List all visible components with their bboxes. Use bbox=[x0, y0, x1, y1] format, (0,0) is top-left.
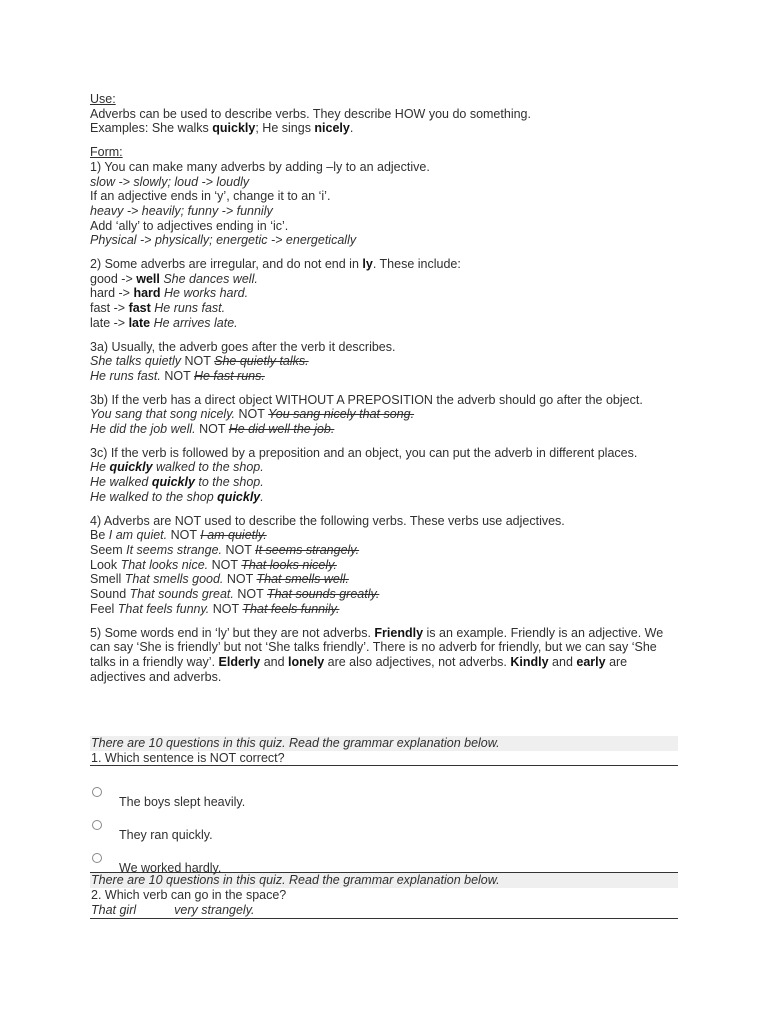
irregular-row: good -> well She dances well. bbox=[90, 271, 258, 286]
form-rule-1: 1) You can make many adverbs by adding –ly to an adjective. bbox=[90, 159, 430, 174]
rule-3c-intro: 3c) If the verb is followed by a preposition and an object, you can put the adverb in different places. bbox=[90, 445, 638, 460]
question-2-sentence: That girl very strangely. bbox=[90, 903, 678, 919]
rule-3a-intro: 3a) Usually, the adverb goes after the verb it describes. bbox=[90, 339, 396, 354]
question-1: 1. Which sentence is NOT correct? bbox=[90, 751, 678, 767]
rule-3b-intro: 3b) If the verb has a direct object WITHOUT A PREPOSITION the adverb should go after the object. bbox=[90, 392, 643, 407]
irregular-intro: 2) Some adverbs are irregular, and do not end in ly. These include: bbox=[90, 257, 461, 272]
linking-verb-row: Feel That feels funny. NOT That feels funnily. bbox=[90, 601, 340, 616]
quiz-header: There are 10 questions in this quiz. Read the grammar explanation below. bbox=[90, 736, 678, 751]
form-heading: Form: bbox=[90, 145, 123, 160]
rule-3c-example: He quickly walked to the shop. bbox=[90, 460, 264, 475]
form-rule-2: If an adjective ends in ‘y’, change it to an ‘i’. bbox=[90, 189, 331, 204]
answer-option[interactable] bbox=[90, 820, 678, 853]
quiz-header: There are 10 questions in this quiz. Read the grammar explanation below. bbox=[90, 872, 678, 888]
form-rule-3: Add ‘ally’ to adjectives ending in ‘ic’. bbox=[90, 218, 289, 233]
answer-option[interactable] bbox=[90, 787, 678, 820]
irregular-row: hard -> hard He works hard. bbox=[90, 286, 249, 301]
option-label: The boys slept heavily. bbox=[119, 795, 246, 810]
rule-4-intro: 4) Adverbs are NOT used to describe the following verbs. These verbs use adjectives. bbox=[90, 513, 565, 528]
form-example-1: slow -> slowly; loud -> loudly bbox=[90, 174, 250, 189]
option-label: They ran quickly. bbox=[119, 828, 213, 843]
radio-button[interactable] bbox=[92, 853, 102, 863]
rule-3b-example: He did the job well. NOT He did well the job. bbox=[90, 422, 335, 437]
linking-verb-row: Look That looks nice. NOT That looks nicely. bbox=[90, 557, 337, 572]
answer-option[interactable] bbox=[90, 853, 678, 876]
rule-5-paragraph: 5) Some words end in ‘ly’ but they are not adverbs. Friendly is an example. Friendly is an adjective. We can say ‘She is friendly’ but not ‘She talks friendly’. There is no adverb for friendly, but we can say ‘She talks in a friendly way’. Elderly and lonely are also adjectives, not adverbs. Kindly and early are adjectives and adverbs. bbox=[90, 625, 664, 684]
use-line: Adverbs can be used to describe verbs. They describe HOW you do something. bbox=[90, 106, 531, 121]
form-example-2: heavy -> heavily; funny -> funnily bbox=[90, 203, 273, 218]
rule-3b-example: You sang that song nicely. NOT You sang nicely that song. bbox=[90, 407, 415, 422]
linking-verb-row: Seem It seems strange. NOT It seems strangely. bbox=[90, 542, 360, 557]
use-heading: Use: bbox=[90, 92, 116, 106]
quiz-section bbox=[90, 736, 678, 919]
linking-verb-row: Be I am quiet. NOT I am quietly. bbox=[90, 528, 267, 543]
radio-button[interactable] bbox=[92, 820, 102, 830]
option-label: We worked hardly. bbox=[119, 861, 222, 876]
question-2: 2. Which verb can go in the space? bbox=[91, 888, 287, 903]
irregular-row: fast -> fast He runs fast. bbox=[90, 301, 226, 316]
rule-3a-example: He runs fast. NOT He fast runs. bbox=[90, 368, 265, 383]
rule-3c-example: He walked to the shop quickly. bbox=[90, 489, 264, 504]
linking-verb-row: Smell That smells good. NOT That smells well. bbox=[90, 572, 349, 587]
rule-3a-example: She talks quietly NOT She quietly talks. bbox=[90, 354, 309, 369]
radio-button[interactable] bbox=[92, 787, 102, 797]
grammar-explanation bbox=[90, 92, 680, 684]
form-example-3: Physical -> physically; energetic -> energetically bbox=[90, 233, 357, 248]
linking-verb-row: Sound That sounds great. NOT That sounds greatly. bbox=[90, 587, 380, 602]
irregular-row: late -> late He arrives late. bbox=[90, 315, 238, 330]
use-examples: Examples: She walks quickly; He sings nicely. bbox=[90, 121, 354, 136]
rule-3c-example: He walked quickly to the shop. bbox=[90, 475, 264, 490]
